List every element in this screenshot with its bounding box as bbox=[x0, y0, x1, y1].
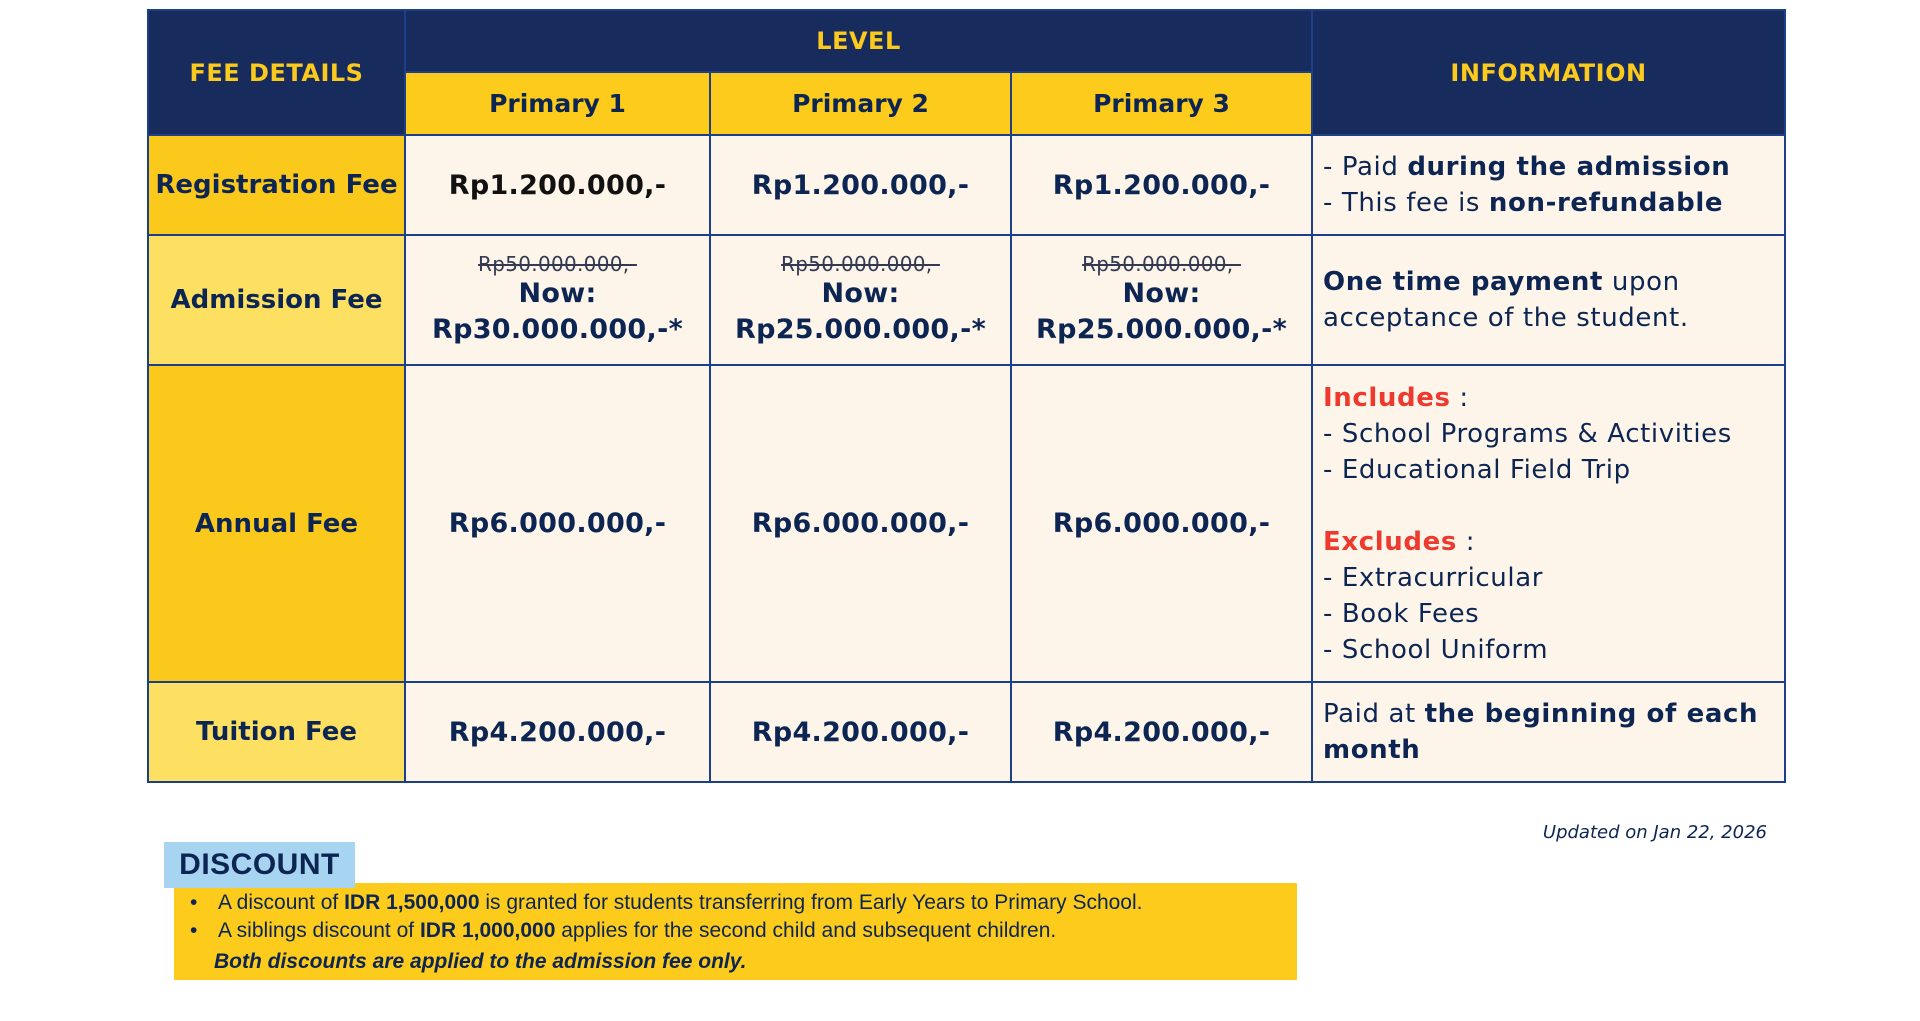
info-text: acceptance of the student. bbox=[1323, 303, 1689, 333]
table-row-annual bbox=[148, 365, 1785, 682]
old-price: Rp50.000.000,- bbox=[1082, 252, 1241, 276]
row-label-annual: Annual Fee bbox=[148, 365, 405, 682]
includes-item: - Educational Field Trip bbox=[1323, 454, 1631, 485]
info-bold: One time payment bbox=[1323, 267, 1604, 297]
fee-table bbox=[147, 9, 1786, 783]
tuition-fee-primary-1: Rp4.200.000,- bbox=[405, 682, 710, 782]
colon: : bbox=[1456, 526, 1476, 557]
header-primary-2: Primary 2 bbox=[710, 72, 1011, 135]
excludes-label: Excludes bbox=[1323, 526, 1457, 557]
admission-fee-primary-1 bbox=[405, 235, 710, 365]
header-information: INFORMATION bbox=[1312, 10, 1785, 135]
header-primary-3: Primary 3 bbox=[1011, 72, 1312, 135]
annual-fee-primary-2: Rp6.000.000,- bbox=[710, 365, 1011, 682]
info-bold: the beginning of each bbox=[1424, 699, 1759, 729]
info-text: Paid at bbox=[1323, 699, 1425, 729]
includes-label: Includes bbox=[1323, 382, 1451, 413]
tuition-fee-primary-2: Rp4.200.000,- bbox=[710, 682, 1011, 782]
new-price: Rp25.000.000,-* bbox=[734, 314, 986, 345]
old-price: Rp50.000.000,- bbox=[478, 252, 637, 276]
old-price: Rp50.000.000,- bbox=[781, 252, 940, 276]
table-row-registration bbox=[148, 135, 1785, 235]
now-label: Now: bbox=[1122, 278, 1201, 309]
registration-fee-primary-2: Rp1.200.000,- bbox=[710, 135, 1011, 235]
row-label-admission: Admission Fee bbox=[148, 235, 405, 365]
updated-date: Updated on Jan 22, 2026 bbox=[1542, 822, 1767, 843]
header-primary-1: Primary 1 bbox=[405, 72, 710, 135]
excludes-item: - School Uniform bbox=[1323, 634, 1549, 665]
row-label-registration: Registration Fee bbox=[148, 135, 405, 235]
bullet-icon: • bbox=[190, 891, 198, 914]
table-row-tuition bbox=[148, 682, 1785, 782]
now-label: Now: bbox=[518, 278, 597, 309]
tuition-fee-primary-3: Rp4.200.000,- bbox=[1011, 682, 1312, 782]
discount-text: applies for the second child and subsequent children. bbox=[555, 919, 1057, 942]
tuition-info bbox=[1312, 682, 1785, 782]
info-bold: during the admission bbox=[1407, 152, 1731, 182]
info-bold: non-refundable bbox=[1488, 188, 1724, 218]
admission-info bbox=[1312, 235, 1785, 365]
excludes-item: - Extracurricular bbox=[1323, 562, 1544, 593]
discount-text: A discount of bbox=[218, 891, 345, 914]
excludes-item: - Book Fees bbox=[1323, 598, 1480, 629]
registration-fee-primary-1: Rp1.200.000,- bbox=[405, 135, 710, 235]
discount-title: DISCOUNT bbox=[164, 842, 355, 888]
table-row-admission bbox=[148, 235, 1785, 365]
discount-item bbox=[186, 917, 1143, 945]
admission-fee-primary-3 bbox=[1011, 235, 1312, 365]
annual-fee-primary-3: Rp6.000.000,- bbox=[1011, 365, 1312, 682]
new-price: Rp30.000.000,-* bbox=[431, 314, 683, 345]
registration-fee-primary-3: Rp1.200.000,- bbox=[1011, 135, 1312, 235]
includes-item: - School Programs & Activities bbox=[1323, 418, 1732, 449]
discount-text: is granted for students transferring from Early Years to Primary School. bbox=[479, 891, 1143, 914]
registration-info bbox=[1312, 135, 1785, 235]
discount-list bbox=[186, 889, 1143, 945]
info-text: upon bbox=[1603, 267, 1680, 297]
discount-text: A siblings discount of bbox=[218, 919, 420, 942]
new-price: Rp25.000.000,-* bbox=[1036, 314, 1288, 345]
discount-amount: IDR 1,500,000 bbox=[344, 891, 480, 914]
header-level: LEVEL bbox=[405, 10, 1312, 72]
info-text: - Paid bbox=[1323, 152, 1408, 182]
annual-fee-primary-1: Rp6.000.000,- bbox=[405, 365, 710, 682]
colon: : bbox=[1450, 382, 1469, 413]
row-label-tuition: Tuition Fee bbox=[148, 682, 405, 782]
bullet-icon: • bbox=[190, 919, 198, 942]
admission-fee-primary-2 bbox=[710, 235, 1011, 365]
discount-note: Both discounts are applied to the admission fee only. bbox=[214, 950, 747, 973]
annual-info bbox=[1312, 365, 1785, 682]
discount-amount: IDR 1,000,000 bbox=[419, 919, 556, 942]
header-fee-details: FEE DETAILS bbox=[148, 10, 405, 135]
info-text: - This fee is bbox=[1323, 188, 1489, 218]
now-label: Now: bbox=[821, 278, 900, 309]
discount-item bbox=[186, 889, 1143, 917]
info-bold: month bbox=[1323, 735, 1421, 765]
